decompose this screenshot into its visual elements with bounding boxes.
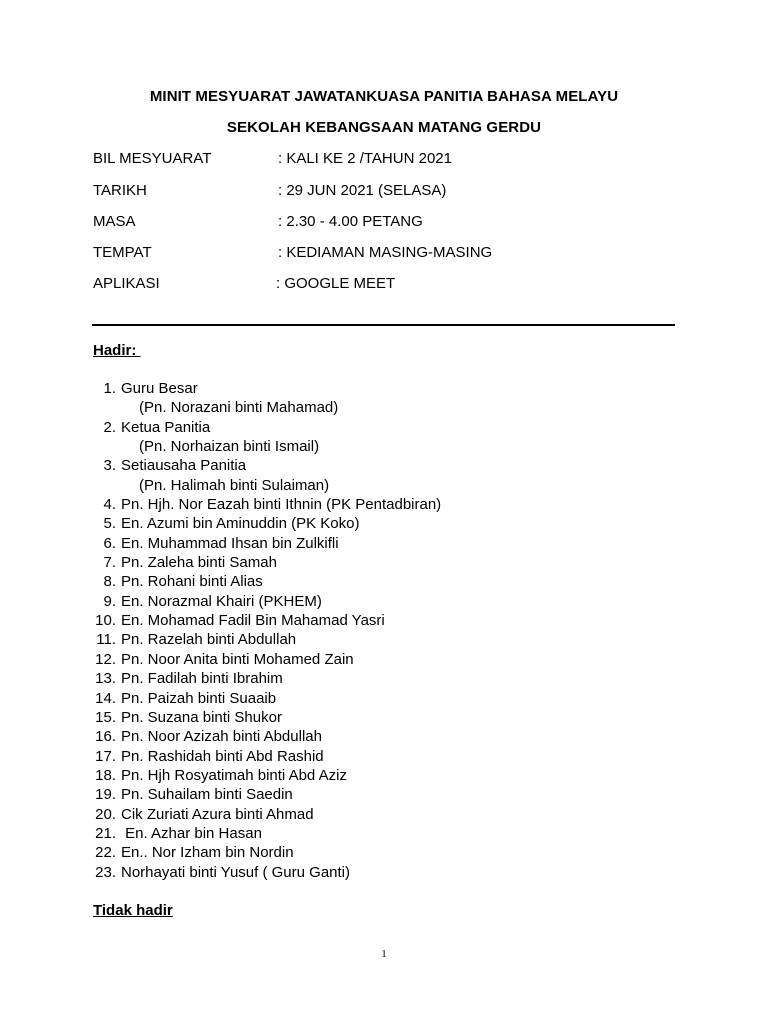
item-number: 21. (95, 824, 116, 842)
item-text: Pn. Paizah binti Suaaib (121, 689, 277, 707)
list-item (93, 708, 441, 727)
item-text: Pn. Razelah binti Abdullah (121, 631, 297, 649)
list-item (93, 689, 441, 708)
list-item (93, 495, 441, 514)
item-text: Pn. Rohani binti Alias (121, 573, 263, 591)
item-number: 10. (95, 612, 116, 630)
item-number: 23. (95, 863, 116, 881)
absent-heading: Tidak hadir (93, 902, 173, 919)
item-number: 8. (103, 573, 116, 591)
item-number: 20. (95, 805, 116, 823)
item-number: 5. (103, 515, 116, 533)
list-item (93, 418, 441, 457)
item-text: Pn. Hjh. Nor Eazah binti Ithnin (PK Pentadbiran) (121, 496, 442, 514)
list-item (93, 553, 441, 572)
meta-value: : KALI KE 2 /TAHUN 2021 (278, 150, 452, 167)
item-text: Pn. Noor Azizah binti Abdullah (121, 728, 322, 746)
item-text: Ketua Panitia (121, 418, 211, 436)
document-title: MINIT MESYUARAT JAWATANKUASA PANITIA BAHASA MELAYU (149, 88, 619, 105)
item-text: Pn. Suzana binti Shukor (121, 708, 282, 726)
item-number: 18. (95, 766, 116, 784)
item-text: Norhayati binti Yusuf ( Guru Ganti) (121, 863, 350, 881)
item-number: 11. (96, 631, 116, 649)
meta-label: BIL MESYUARAT (93, 150, 212, 167)
item-text: En.. Nor Izham bin Nordin (121, 844, 294, 862)
list-item (93, 592, 441, 611)
item-text: Pn. Hjh Rosyatimah binti Abd Aziz (121, 766, 347, 784)
item-subtext: (Pn. Norazani binti Mahamad) (139, 399, 339, 417)
item-text: Pn. Suhailam binti Saedin (121, 786, 293, 804)
present-heading: Hadir: (93, 342, 141, 359)
list-item (93, 669, 441, 688)
horizontal-divider (92, 324, 675, 326)
item-number: 1. (103, 380, 116, 397)
list-item (93, 534, 441, 553)
item-number: 17. (95, 747, 116, 765)
list-item (93, 514, 441, 533)
item-subtext: (Pn. Halimah binti Sulaiman) (139, 476, 330, 494)
item-text: Guru Besar (121, 380, 198, 397)
item-number: 2. (103, 418, 116, 436)
item-number: 7. (103, 554, 116, 572)
item-text: Setiausaha Panitia (121, 457, 247, 475)
item-number: 9. (103, 592, 116, 610)
list-item (93, 747, 441, 766)
item-text: Pn. Fadilah binti Ibrahim (121, 670, 283, 688)
list-item (93, 766, 441, 785)
meta-label: APLIKASI (93, 275, 160, 292)
item-number: 22. (95, 844, 116, 862)
item-text: En. Norazmal Khairi (PKHEM) (121, 592, 322, 610)
item-text: Pn. Noor Anita binti Mohamed Zain (121, 650, 354, 668)
school-name: SEKOLAH KEBANGSAAN MATANG GERDU (226, 119, 542, 136)
attendee-list (93, 379, 441, 882)
list-item (93, 572, 441, 591)
meta-value: : KEDIAMAN MASING-MASING (278, 244, 493, 261)
item-number: 6. (103, 534, 116, 552)
item-number: 14. (95, 689, 116, 707)
item-text: En. Mohamad Fadil Bin Mahamad Yasri (121, 612, 385, 630)
item-text: En. Azhar bin Hasan (121, 824, 262, 842)
list-item (93, 379, 441, 418)
item-text: Pn. Rashidah binti Abd Rashid (121, 747, 324, 765)
meta-label: TEMPAT (93, 244, 152, 261)
meta-value: : GOOGLE MEET (276, 275, 396, 292)
item-number: 3. (103, 457, 116, 475)
item-text: Cik Zuriati Azura binti Ahmad (121, 805, 314, 823)
item-text: Pn. Zaleha binti Samah (121, 554, 277, 572)
item-number: 13. (95, 670, 116, 688)
list-item (93, 611, 441, 630)
list-item (93, 630, 441, 649)
item-text: En. Azumi bin Aminuddin (PK Koko) (121, 515, 360, 533)
item-number: 4. (103, 496, 116, 514)
list-item (93, 727, 441, 746)
item-number: 16. (95, 728, 116, 746)
list-item (93, 785, 441, 804)
item-number: 15. (95, 708, 116, 726)
item-subtext: (Pn. Norhaizan binti Ismail) (139, 438, 320, 456)
list-item (93, 650, 441, 669)
meta-value: : 29 JUN 2021 (SELASA) (278, 182, 447, 199)
list-item (93, 843, 441, 862)
meta-label: MASA (93, 213, 136, 230)
list-item (93, 456, 441, 495)
page-number: 1 (381, 948, 387, 960)
list-item (93, 805, 441, 824)
item-number: 12. (95, 650, 116, 668)
meta-value: : 2.30 - 4.00 PETANG (278, 213, 423, 230)
item-number: 19. (95, 786, 116, 804)
list-item (93, 824, 441, 843)
item-text: En. Muhammad Ihsan bin Zulkifli (121, 534, 339, 552)
list-item (93, 863, 441, 882)
meta-label: TARIKH (93, 182, 147, 199)
